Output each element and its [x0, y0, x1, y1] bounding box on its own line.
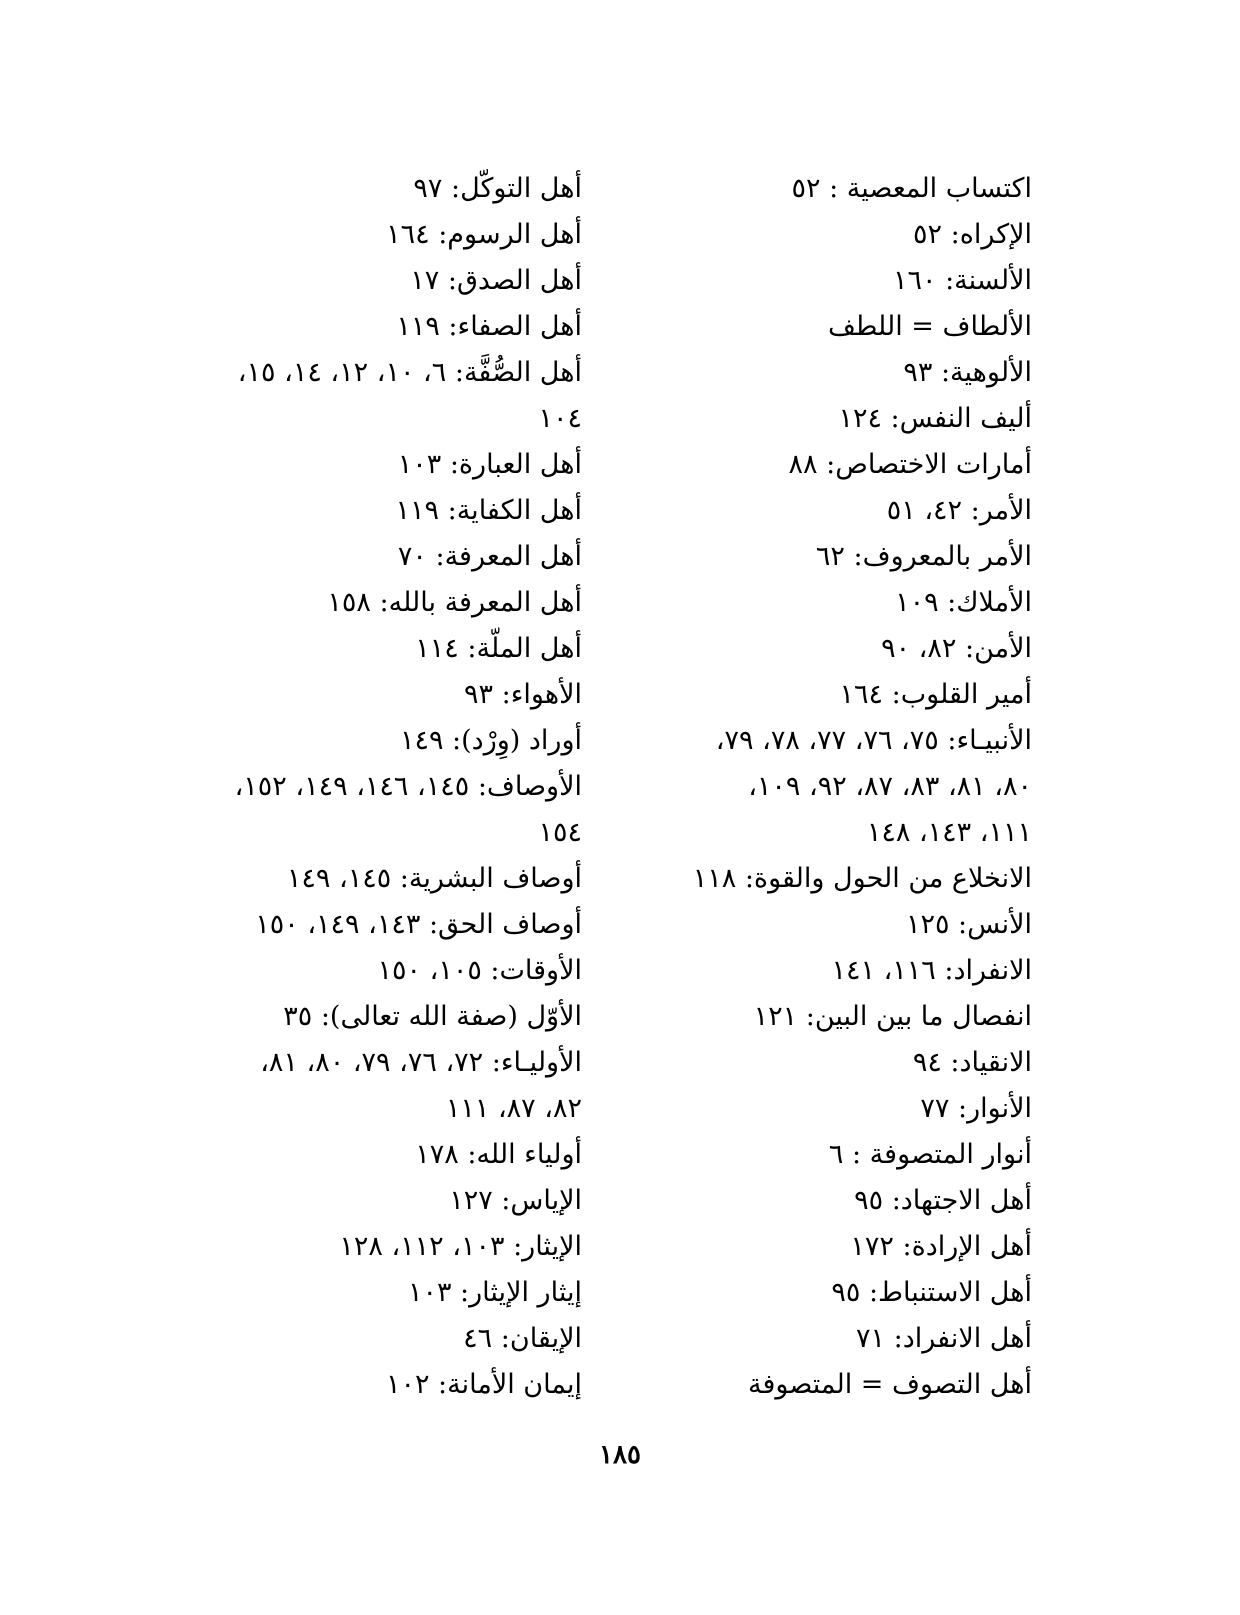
- index-entry: أمارات الاختصاص: ٨٨: [788, 449, 1032, 480]
- index-entry: أهل المعرفة بالله: ١٥٨: [327, 587, 582, 618]
- index-entry: أهل الصفاء: ١١٩: [396, 311, 582, 342]
- index-entry: الإيثار: ١٠٣، ١١٢، ١٢٨: [339, 1231, 582, 1262]
- index-entry-continuation: ١٠٤: [538, 403, 582, 434]
- index-entry: الأملاك: ١٠٩: [895, 587, 1032, 618]
- index-entry: الإيقان: ٤٦: [463, 1323, 582, 1354]
- index-column-left: [152, 166, 582, 1408]
- index-entry: الأوقات: ١٠٥، ١٥٠: [377, 955, 582, 986]
- index-entry: أهل الكفاية: ١١٩: [395, 495, 582, 526]
- index-entry: أهل الاجتهاد: ٩٥: [854, 1185, 1032, 1216]
- index-entry-continuation: ٨٠، ٨١، ٨٣، ٨٧، ٩٢، ١٠٩،: [748, 771, 1032, 802]
- index-entry: أهل الصُّفَّة: ٦، ١٠، ١٢، ١٤، ١٥،: [237, 357, 582, 388]
- index-entry: الأنبيـاء: ٧٥، ٧٦، ٧٧، ٧٨، ٧٩،: [715, 725, 1032, 756]
- index-entry-continuation: ١٥٤: [538, 817, 582, 848]
- index-entry: الأهواء: ٩٣: [464, 679, 582, 710]
- index-entry: الأنس: ١٢٥: [905, 909, 1032, 940]
- index-entry: أهل التوكّل: ٩٧: [413, 173, 582, 204]
- index-entry: أوراد (وِرْد): ١٤٩: [399, 725, 582, 756]
- index-entry: أهل المعرفة: ٧٠: [397, 541, 582, 572]
- index-entry-continuation: ٨٢، ٨٧، ١١١: [445, 1093, 582, 1124]
- index-entry: الانقياد: ٩٤: [912, 1047, 1032, 1078]
- index-entry: الأمر: ٤٢، ٥١: [886, 495, 1032, 526]
- index-entry: الإياس: ١٢٧: [449, 1185, 582, 1216]
- index-entry: الألوهية: ٩٣: [903, 357, 1032, 388]
- index-column-right: [612, 166, 1032, 1408]
- index-entry: الأوّل (صفة الله تعالى): ٣٥: [283, 1001, 582, 1032]
- index-entry: أنوار المتصوفة : ٦: [828, 1139, 1032, 1170]
- index-entry: أليف النفس: ١٢٤: [838, 403, 1032, 434]
- page-number: ١٨٥: [599, 1440, 641, 1470]
- index-entry: الأمن: ٨٢، ٩٠: [881, 633, 1032, 664]
- index-entry: اكتساب المعصية : ٥٢: [791, 173, 1032, 204]
- index-entry: أهل الاستنباط: ٩٥: [831, 1277, 1032, 1308]
- index-entry: أهل التصوف = المتصوفة: [747, 1369, 1032, 1400]
- index-entry: أولياء الله: ١٧٨: [415, 1139, 582, 1170]
- index-entry: أوصاف الحق: ١٤٣، ١٤٩، ١٥٠: [255, 909, 582, 940]
- index-entry: الألسنة: ١٦٠: [892, 265, 1032, 296]
- index-entry: الانفراد: ١١٦، ١٤١: [831, 955, 1032, 986]
- index-entry: أهل الإرادة: ١٧٢: [850, 1231, 1032, 1262]
- index-entry: أهل الرسوم: ١٦٤: [386, 219, 582, 250]
- index-entry: أمير القلوب: ١٦٤: [839, 679, 1032, 710]
- index-entry: الإكراه: ٥٢: [913, 219, 1032, 250]
- index-entry: أهل العبارة: ١٠٣: [397, 449, 582, 480]
- index-entry: انفصال ما بين البين: ١٢١: [753, 1001, 1032, 1032]
- index-entry: أوصاف البشرية: ١٤٥، ١٤٩: [286, 863, 582, 894]
- index-entry: أهل الصدق: ١٧: [410, 265, 582, 296]
- index-entry: الأوليـاء: ٧٢، ٧٦، ٧٩، ٨٠، ٨١،: [260, 1047, 582, 1078]
- index-entry: الأوصاف: ١٤٥، ١٤٦، ١٤٩، ١٥٢،: [234, 771, 582, 802]
- index-entry: الانخلاع من الحول والقوة: ١١٨: [692, 863, 1032, 894]
- index-entry: أهل الملّة: ١١٤: [415, 633, 582, 664]
- index-entry: الأنوار: ٧٧: [920, 1093, 1032, 1124]
- index-entry: إيمان الأمانة: ١٠٢: [385, 1369, 582, 1400]
- index-entry: أهل الانفراد: ٧١: [856, 1323, 1032, 1354]
- index-entry: الألطاف = اللطف: [827, 311, 1032, 342]
- index-entry-continuation: ١١١، ١٤٣، ١٤٨: [866, 817, 1032, 848]
- index-entry: إيثار الإيثار: ١٠٣: [407, 1277, 582, 1308]
- index-entry: الأمر بالمعروف: ٦٢: [815, 541, 1032, 572]
